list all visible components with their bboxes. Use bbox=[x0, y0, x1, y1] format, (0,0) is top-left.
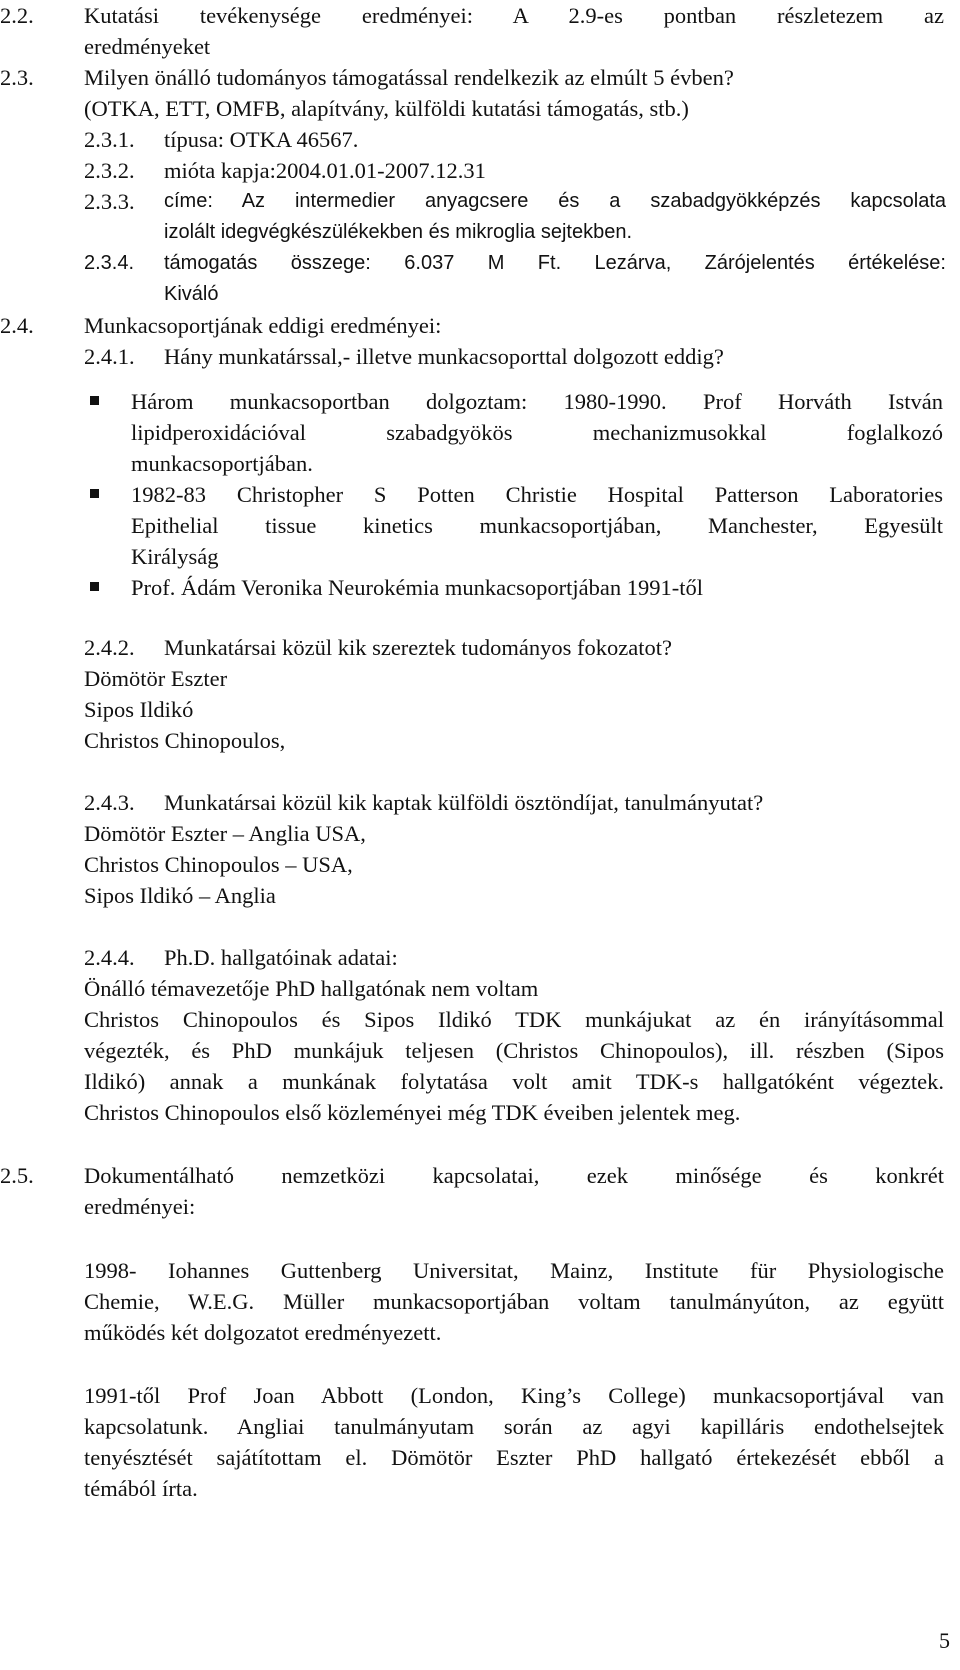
item-number: 2.4.3. bbox=[84, 790, 135, 815]
section-text-line: eredményeket bbox=[84, 34, 211, 59]
bullet-text-line: Három munkacsoportban dolgoztam: 1980-1990. Prof Horváth István bbox=[131, 389, 943, 414]
page-number: 5 bbox=[939, 1628, 950, 1653]
bullet-text-line: Epithelial tissue kinetics munkacsoportjában, Manchester, Egyesült bbox=[131, 513, 943, 538]
section-text-line: Dokumentálható nemzetközi kapcsolatai, ezek minősége és konkrét bbox=[84, 1163, 944, 1188]
item-number: 2.3.4. bbox=[84, 252, 135, 274]
paragraph-text: témából írta. bbox=[84, 1476, 198, 1501]
item-number: 2.3.3. bbox=[84, 189, 135, 214]
paragraph-text: végezték, és PhD munkájuk teljesen (Christos Chinopoulos), ill. részben (Sipos bbox=[84, 1038, 944, 1063]
item-text: Munkatársai közül kik szereztek tudományos fokozatot? bbox=[164, 635, 672, 660]
section-number: 2.2. bbox=[0, 3, 34, 28]
item-text: Munkatársai közül kik kaptak külföldi ösztöndíjat, tanulmányutat? bbox=[164, 790, 764, 815]
bullet-text-line: lipidperoxidációval szabadgyökös mechanizmusokkal foglalkozó bbox=[131, 420, 943, 445]
section-text-line: Milyen önálló tudományos támogatással rendelkezik az elmúlt 5 évben? bbox=[84, 65, 734, 90]
item-text: Kiváló bbox=[164, 283, 219, 305]
item-number: 2.4.2. bbox=[84, 635, 135, 660]
person-name: Christos Chinopoulos, bbox=[84, 728, 286, 753]
section-title: Munkacsoportjának eddigi eredményei: bbox=[84, 313, 442, 338]
paragraph-text: Önálló témavezetője PhD hallgatónak nem voltam bbox=[84, 976, 539, 1001]
bullet-icon bbox=[90, 396, 99, 405]
item-number: 2.3.1. bbox=[84, 127, 135, 152]
paragraph-text: tenyésztését sajátítottam el. Dömötör Eszter PhD hallgató értekezését ebből a bbox=[84, 1445, 944, 1470]
section-text-line: eredményei: bbox=[84, 1194, 196, 1219]
paragraph-text: kapcsolatunk. Angliai tanulmányutam során az agyi kapilláris endothelsejtek bbox=[84, 1414, 944, 1439]
person-name: Sipos Ildikó bbox=[84, 697, 194, 722]
item-text: címe: Az intermedier anyagcsere és a szabadgyökképzés kapcsolata bbox=[164, 190, 946, 212]
section-text-line: Kutatási tevékenysége eredményei: A 2.9-es pontban részletezem az bbox=[84, 3, 944, 28]
person-name: Dömötör Eszter – Anglia USA, bbox=[84, 821, 366, 846]
section-number: 2.4. bbox=[0, 313, 34, 338]
person-name: Christos Chinopoulos – USA, bbox=[84, 852, 353, 877]
bullet-text-line: Prof. Ádám Veronika Neurokémia munkacsoportjában 1991-től bbox=[131, 575, 703, 600]
person-name: Dömötör Eszter bbox=[84, 666, 228, 691]
item-text: támogatás összege: 6.037 M Ft. Lezárva, Zárójelentés értékelése: bbox=[164, 252, 946, 274]
person-name: Sipos Ildikó – Anglia bbox=[84, 883, 276, 908]
item-text: típusa: OTKA 46567. bbox=[164, 127, 359, 152]
item-text: mióta kapja:2004.01.01-2007.12.31 bbox=[164, 158, 486, 183]
section-number: 2.5. bbox=[0, 1163, 34, 1188]
paragraph-text: 1998- Iohannes Guttenberg Universitat, Mainz, Institute für Physiologische bbox=[84, 1258, 944, 1283]
paragraph-text: 1991-től Prof Joan Abbott (London, King’s College) munkacsoportjával van bbox=[84, 1383, 944, 1408]
item-number: 2.4.4. bbox=[84, 945, 135, 970]
bullet-icon bbox=[90, 489, 99, 498]
bullet-icon bbox=[90, 582, 99, 591]
paragraph-text: Chemie, W.E.G. Müller munkacsoportjában voltam tanulmányúton, az együtt bbox=[84, 1289, 944, 1314]
paragraph-text: Ildikó) annak a munkának folytatása volt amit TDK-s hallgatóként végeztek. bbox=[84, 1069, 944, 1094]
section-number: 2.3. bbox=[0, 65, 34, 90]
paragraph-text: működés két dolgozatot eredményezett. bbox=[84, 1320, 442, 1345]
bullet-text-line: munkacsoportjában. bbox=[131, 451, 313, 476]
paragraph-text: Christos Chinopoulos első közleményei még TDK éveiben jelentek meg. bbox=[84, 1100, 741, 1125]
paragraph-text: Christos Chinopoulos és Sipos Ildikó TDK munkájukat az én irányításommal bbox=[84, 1007, 944, 1032]
bullet-text-line: Királyság bbox=[131, 544, 219, 569]
item-text: Hány munkatárssal,- illetve munkacsoporttal dolgozott eddig? bbox=[164, 344, 724, 369]
bullet-text-line: 1982-83 Christopher S Potten Christie Hospital Patterson Laboratories bbox=[131, 482, 943, 507]
item-number: 2.3.2. bbox=[84, 158, 135, 183]
item-text: izolált idegvégkészülékekben és mikroglia sejtekben. bbox=[164, 221, 633, 243]
item-text: Ph.D. hallgatóinak adatai: bbox=[164, 945, 398, 970]
item-number: 2.4.1. bbox=[84, 344, 135, 369]
section-text-line: (OTKA, ETT, OMFB, alapítvány, külföldi kutatási támogatás, stb.) bbox=[84, 96, 689, 121]
